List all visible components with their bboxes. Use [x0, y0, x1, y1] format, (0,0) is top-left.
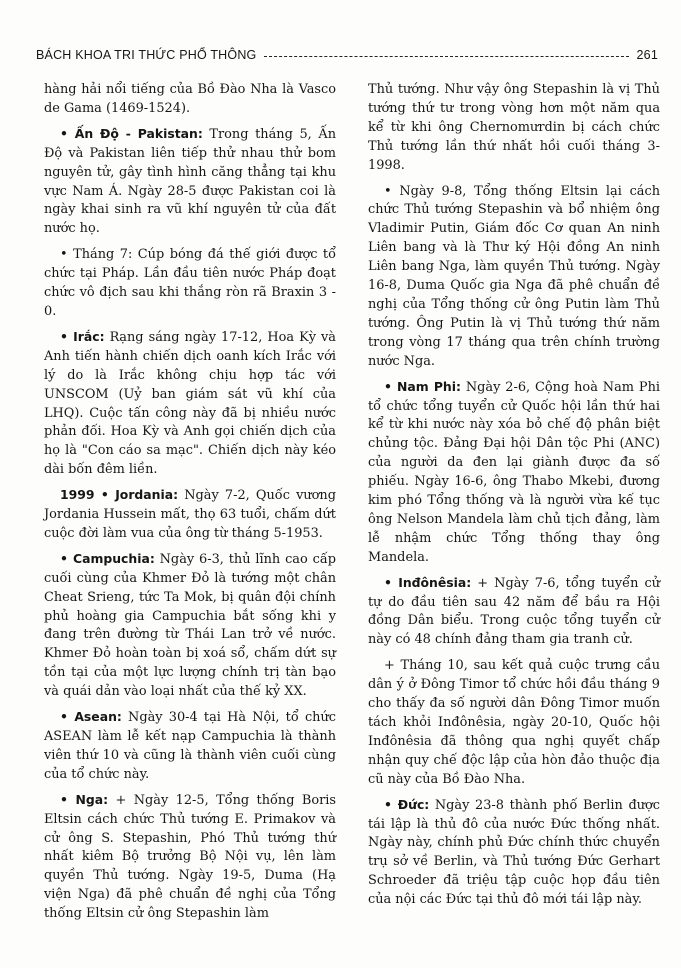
paragraph — [44, 125, 336, 239]
paragraph-text: hàng hải nổi tiếng của Bồ Đào Nha là Vasco de Gama (1469-1524). — [44, 82, 336, 116]
paragraph-text: + Ngày 12-5, Tổng thống Boris Eltsin cách chức Thủ tướng E. Primakov và cử ông S. Stepashin, Phó Thủ tướng thứ nhất kiêm Bộ trưởng Bộ Nội vụ, lên làm quyền Thủ tướng. Ngày 19-5, Duma (Hạ viện Nga) đã phê chuẩn đề nghị của Tổng thống Eltsin cử ông Stepashin làm — [44, 792, 336, 922]
paragraph-text: Ngày 23-8 thành phố Berlin được tái lập là thủ đô của nước Đức thống nhất. Ngày này, chính phủ Đức chính thức chuyển trụ sở về Berlin, và Thủ tướng Đức Gerhart Schroeder đã triệu tập cuộc họp đầu tiên của nội các Đức tại thủ đô mới tái lập này. — [368, 797, 660, 908]
paragraph — [368, 796, 660, 910]
paragraph-text: Ngày 6-3, thủ lĩnh cao cấp cuối cùng của Khmer Đỏ là tướng một chân Cheat Srieng, tức Ta Mok, bị quân đội chính phủ hoàng gia Campuchia bắt sống khi y đang trên đường từ Thái Lan trở về nước. Khmer Đỏ hoàn toàn bị xoá sổ, chấm dứt sự tồn tại của một lực lượng chính trị tàn bạo và quái dản vào loại nhất của thế kỷ XX. — [44, 551, 336, 700]
paragraph-text: Ngày 2-6, Cộng hoà Nam Phi tổ chức tổng tuyển cử Quốc hội lần thứ hai kể từ khi nước này xóa bỏ chế độ phân biệt chủng tộc. Đảng Đại hội Dân tộc Phi (ANC) của người da đen lại giành được đa số phiếu. Ngày 16-6, ông Thabo Mkebi, đương kim phó Tổng thống và là người vừa kế tục ông Nelson Mandela làm chủ tịch đảng, làm lễ nhậm chức Tổng thống thay ông Mandela. — [368, 379, 661, 565]
paragraph — [44, 245, 336, 322]
paragraph-lead: 1999 • Jordania: — [60, 487, 179, 503]
paragraph-text: + Ngày 7-6, tổng tuyển cử tự do đầu tiên sau 42 năm để bầu ra Hội đồng Dân biểu. Trong cuộc tổng tuyển cử này có 48 chính đảng tham gia tranh cử. — [368, 575, 660, 648]
right-column — [368, 80, 660, 960]
paragraph-text: Ngày 7-2, Quốc vương Jordania Hussein mất, thọ 63 tuổi, chấm dứt cuộc đời làm vua của ông từ tháng 5-1953. — [44, 488, 336, 541]
paragraph-lead: • Irắc: — [60, 328, 105, 344]
paragraph-lead: • Đức: — [384, 796, 430, 812]
paragraph-text: Ngày 30-4 tại Hà Nội, tổ chức ASEAN làm lễ kết nạp Campuchia là thành viên thứ 10 và cũng là thành viên cuối cùng của tổ chức này. — [44, 710, 336, 782]
paragraph-lead: • Nam Phi: — [384, 378, 461, 394]
paragraph — [44, 791, 336, 924]
left-column — [44, 80, 336, 960]
paragraph — [44, 486, 336, 544]
paragraph — [368, 574, 660, 651]
paragraph-text: Trong tháng 5, Ấn Độ và Pakistan liên tiếp thử nhau thử bom nguyên tử, gây tình hình căng thẳng tại khu vực Nam Á. Ngày 28-5 được Pakistan coi là ngày khai sinh ra vũ khí nguyên tử của đất nước họ. — [44, 126, 336, 237]
paragraph-lead: • Nga: — [60, 791, 109, 807]
page-number: 261 — [636, 48, 658, 62]
book-title: BÁCH KHOA TRI THỨC PHỔ THÔNG — [36, 48, 257, 62]
paragraph-text: Rạng sáng ngày 17-12, Hoa Kỳ và Anh tiến hành chiến dịch oanh kích Irắc với lý do là Irắc không chịu hợp tác với UNSCOM (Uỷ ban giám sát vũ khí của LHQ). Cuộc tấn công này đã bị nhiều nước phản đối. Hoa Kỳ và Anh gọi chiến dịch của họ là "Con cáo sa mạc". Chiến dịch này kéo dài bốn đêm liền. — [44, 329, 336, 478]
paragraph — [368, 182, 660, 372]
paragraph — [44, 550, 336, 702]
running-header — [36, 44, 658, 66]
paragraph-lead: • Asean: — [60, 709, 122, 725]
paragraph-text: • Tháng 7: Cúp bóng đá thế giới được tổ chức tại Pháp. Lần đầu tiên nước Pháp đoạt chức vô địch sau khi thắng ròn rã Braxin 3 - 0. — [44, 247, 336, 319]
paragraph-lead: • Inđônêsia: — [384, 574, 472, 590]
paragraph-text: • Ngày 9-8, Tổng thống Eltsin lại cách chức Thủ tướng Stepashin và bổ nhiệm ông Vladimir Putin, Giám đốc Cơ quan An ninh Liên bang và là Thư ký Hội đồng An ninh Liên bang Nga, làm quyền Thủ tướng. Ngày 16-8, Duma Quốc gia Nga đã phê chuẩn đề nghị của Tổng thống cử ông Putin làm Thủ tướng. Ông Putin là vị Thủ tướng thứ năm trong vòng 17 tháng qua trên chính trường nước Nga. — [368, 183, 660, 369]
paragraph — [368, 80, 660, 176]
paragraph — [368, 656, 660, 789]
paragraph-text: Thủ tướng. Như vậy ông Stepashin là vị Thủ tướng thứ tư trong vòng hơn một năm qua kể từ khi ông Chernomưrdin bị cách chức Thủ tướng lần thứ nhất hồi cuối tháng 3-1998. — [368, 82, 660, 173]
paragraph-text: + Tháng 10, sau kết quả cuộc trưng cầu dân ý ở Đông Timor tổ chức hồi đầu tháng 9 cho thấy đa số người dân Đông Timor muốn tách khỏi Inđônêsia, ngày 20-10, Quốc hội Inđônêsia đã thông qua nghị quyết chấp nhận quy chế độc lập của hòn đảo thuộc địa cũ này của Bồ Đào Nha. — [368, 658, 660, 787]
paragraph — [44, 80, 336, 119]
paragraph-lead: • Ấn Độ - Pakistan: — [60, 125, 203, 141]
paragraph — [44, 708, 336, 785]
paragraph — [44, 328, 336, 480]
header-rule — [264, 56, 628, 57]
text-columns — [44, 80, 660, 960]
paragraph — [368, 378, 660, 568]
paragraph-lead: • Campuchia: — [60, 550, 155, 566]
